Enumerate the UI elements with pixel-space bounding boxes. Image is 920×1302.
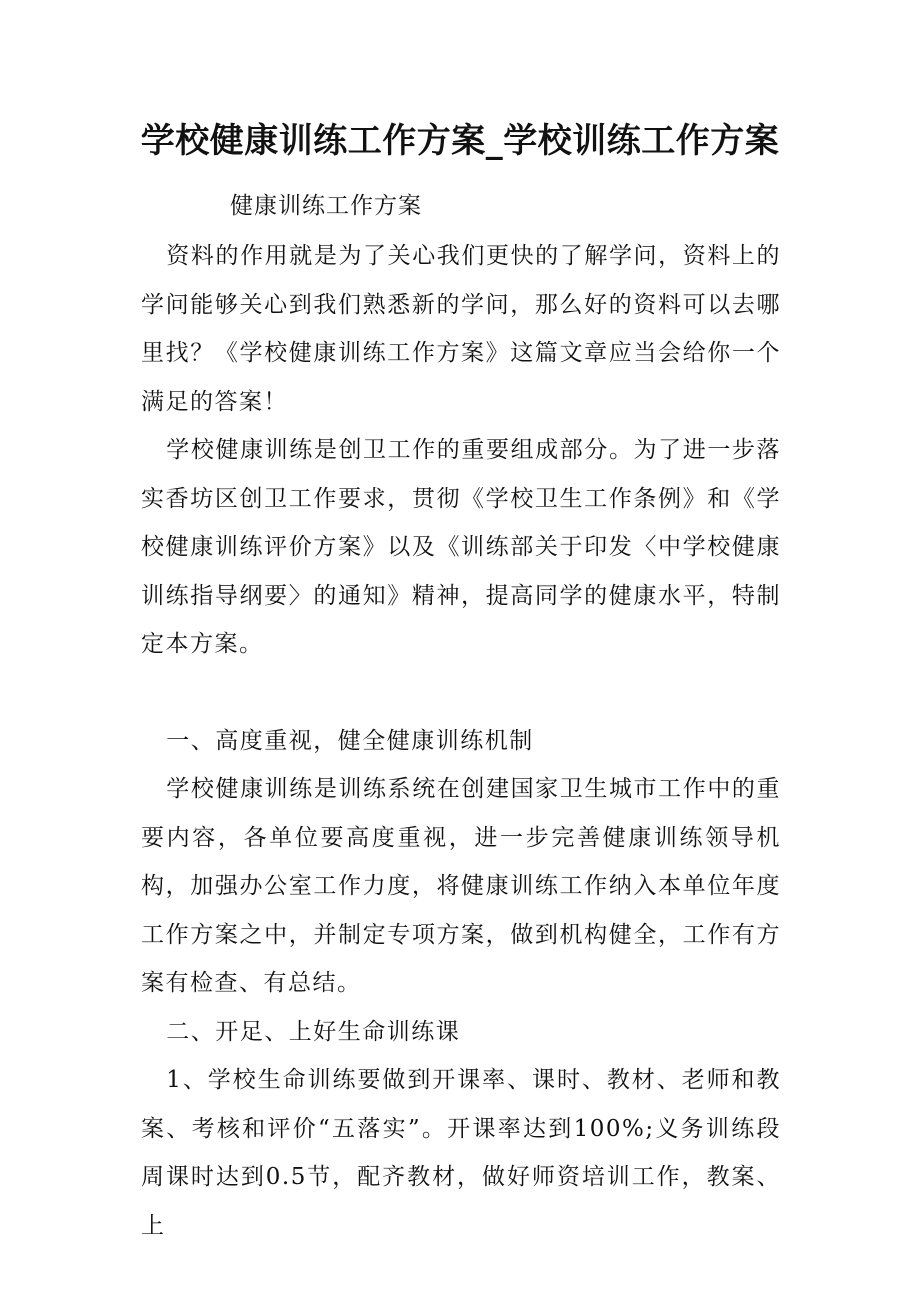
paragraph-intro: 资料的作用就是为了关心我们更快的了解学问，资料上的学问能够关心到我们熟悉新的学问，那么好的资料可以去哪里找？《学校健康训练工作方案》这篇文章应当会给你一个满足的答案！ [141, 243, 781, 415]
section-1-body: 学校健康训练是训练系统在创建国家卫生城市工作中的重要内容，各单位要高度重视，进一步完善健康训练领导机构，加强办公室工作力度，将健康训练工作纳入本单位年度工作方案之中，并制定专项方案，做到机构健全，工作有方案有检查、有总结。 [141, 776, 781, 996]
section-1-heading: 一、高度重视，健全健康训练机制 [166, 727, 534, 754]
document-title: 学校健康训练工作方案_学校训练工作方案 [140, 121, 780, 161]
paragraph-background: 学校健康训练是创卫工作的重要组成部分。为了进一步落实香坊区创卫工作要求，贯彻《学校卫生工作条例》和《学校健康训练评价方案》以及《训练部关于印发〈中学校健康训练指导纲要〉的通知》精神，提高同学的健康水平，特制定本方案。 [141, 437, 781, 657]
document-body [141, 232, 781, 1250]
paragraph-spacer [141, 669, 781, 717]
section-2-item-1: 1、学校生命训练要做到开课率、课时、教材、老师和教案、考核和评价“五落实”。开课率达到100%;义务训练段周课时达到0.5节，配齐教材，做好师资培训工作，教案、上 [141, 1067, 781, 1239]
document-subtitle: 健康训练工作方案 [230, 193, 422, 219]
section-2-heading: 二、开足、上好生命训练课 [166, 1018, 461, 1045]
